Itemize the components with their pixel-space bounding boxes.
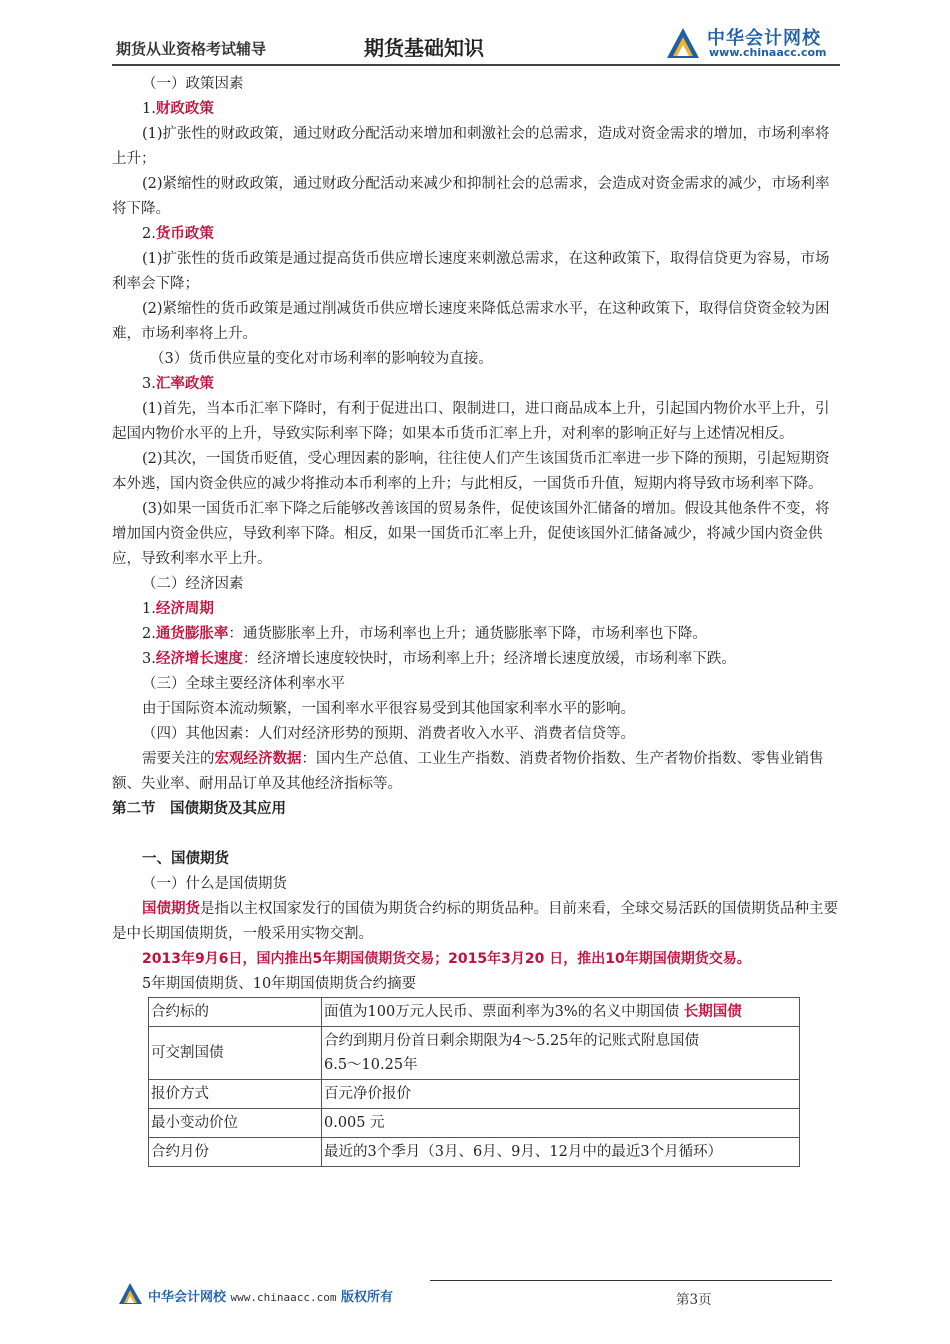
table-cell-value: 百元净价报价 <box>322 1080 800 1109</box>
page-number: 第3页 <box>676 1292 712 1308</box>
inflation-text: ：通货膨胀率上升，市场利率也上升；通货膨胀率下降，市场利率也下降。 <box>228 626 707 642</box>
item-number: 3. <box>142 651 156 667</box>
cell-text: 合约到期月份首日剩余期限为4～5.25年的记账式附息国债 <box>324 1033 700 1049</box>
heading-policy-factors: （一）政策因素 <box>142 76 244 92</box>
paragraph-fiscal-2: (2)紧缩性的财政政策，通过财政分配活动来减少和抑制社会的总需求，会造成对资金需求的减少，市场利率将下降。 <box>112 176 830 217</box>
header-subject-title: 期货基础知识 <box>364 36 484 60</box>
term-bond-futures: 国债期货 <box>142 901 200 917</box>
heading-other-factors: （四）其他因素：人们对经济形势的预期、消费者收入水平、消费者信贷等。 <box>142 726 635 742</box>
paragraph-exchange-1: (1)首先，当本币汇率下降时，有利于促进出口、限制进口，进口商品成本上升，引起国内物价水平上升，引起国内物价水平的上升，导致实际利率下降；如果本币货币汇率上升，对利率的影响正好与上述情况相反。 <box>112 401 830 442</box>
table-caption: 5年期国债期货、10年期国债期货合约摘要 <box>142 976 417 992</box>
heading-exchange-policy <box>112 372 840 397</box>
table-cell-label: 合约月份 <box>149 1138 322 1167</box>
item-number: 1. <box>142 101 156 117</box>
footer-divider <box>430 1280 832 1281</box>
logo-name: 中华会计网校 <box>707 28 821 49</box>
paragraph-monetary-3: （3）货币供应量的变化对市场利率的影响较为直接。 <box>150 351 493 367</box>
section-title: 第二节 国债期货及其应用 <box>112 801 286 817</box>
logo-url: www.chinaacc.com <box>709 46 827 59</box>
footer-rights: 版权所有 <box>341 1290 394 1305</box>
heading-what-is: （一）什么是国债期货 <box>142 876 287 892</box>
heading-fiscal-policy <box>112 97 840 122</box>
item-growth <box>112 647 840 672</box>
table-row <box>149 1080 800 1109</box>
footer-logo-icon <box>118 1281 144 1305</box>
item-inflation <box>112 622 840 647</box>
item-number: 2. <box>142 626 156 642</box>
footer-text <box>148 1286 393 1305</box>
footer-logo-name: 中华会计网校 <box>148 1290 227 1305</box>
item-number: 3. <box>142 376 156 392</box>
contract-summary-table <box>148 997 800 1167</box>
term-macro-data: 宏观经济数据 <box>214 751 302 767</box>
cell-annotation: 长期国债 <box>683 1004 742 1020</box>
paragraph-macro-data <box>112 747 840 797</box>
item-number: 1. <box>142 601 156 617</box>
term-fiscal-policy: 财政政策 <box>155 101 214 117</box>
term-economic-cycle: 经济周期 <box>155 601 214 617</box>
table-row <box>149 1027 800 1080</box>
launch-dates: 2013年9月6日，国内推出5年期国债期货交易；2015年3月20 日，推出10年期国债期货交易。 <box>142 951 751 967</box>
table-cell-value <box>322 998 800 1027</box>
table-row <box>149 998 800 1027</box>
term-inflation: 通货膨胀率 <box>155 626 229 642</box>
cell-text: 面值为100万元人民币、票面利率为3%的名义中期国债 <box>324 1004 680 1020</box>
paragraph-exchange-2: (2)其次，一国货币贬值，受心理因素的影响，往往使人们产生该国货币汇率进一步下降的预期，引起短期资本外逃，国内资金供应的减少将推动本币利率的上升；与此相反，一国货币升值，短期内将导致市场利率下降。 <box>112 451 830 492</box>
heading-economic-factors: （二）经济因素 <box>142 576 244 592</box>
spacer <box>112 822 840 847</box>
table-cell-value: 最近的3个季月（3月、6月、9月、12月中的最近3个月循环） <box>322 1138 800 1167</box>
heading-monetary-policy <box>112 222 840 247</box>
growth-text: ：经济增长速度较快时，市场利率上升；经济增长速度放缓，市场利率下跌。 <box>242 651 736 667</box>
table-cell-value <box>322 1027 800 1080</box>
paragraph-monetary-1: (1)扩张性的货币政策是通过提高货币供应增长速度来刺激总需求，在这种政策下，取得信贷更为容易，市场利率会下降； <box>112 251 830 292</box>
header-exam-title: 期货从业资格考试辅导 <box>116 40 267 58</box>
table-cell-label: 最小变动价位 <box>149 1109 322 1138</box>
header-divider <box>112 64 840 66</box>
paragraph-definition <box>112 897 840 947</box>
table-row <box>149 1138 800 1167</box>
logo-triangle-icon <box>665 24 703 60</box>
paragraph-monetary-2: (2)紧缩性的货币政策是通过削减货币供应增长速度来降低总需求水平，在这种政策下，取得信贷资金较为困难，市场利率将上升。 <box>112 301 830 342</box>
macro-text: ：国内生产总值、工业生产指数、消费者物价指数、生产者物价指数、零售业销售额、失业率、耐用品订单及其他经济指标等。 <box>112 751 824 792</box>
table-row <box>149 1109 800 1138</box>
cell-text-second: 6.5～10.25年 <box>324 1057 418 1073</box>
term-exchange-policy: 汇率政策 <box>155 376 214 392</box>
table-cell-value: 0.005 元 <box>322 1109 800 1138</box>
item-economic-cycle <box>112 597 840 622</box>
document-body <box>112 72 840 1167</box>
term-monetary-policy: 货币政策 <box>155 226 214 242</box>
term-growth: 经济增长速度 <box>155 651 243 667</box>
table-cell-label: 合约标的 <box>149 998 322 1027</box>
heading-global-rates: （三）全球主要经济体利率水平 <box>142 676 345 692</box>
table-cell-label: 可交割国债 <box>149 1027 322 1080</box>
heading-bond-futures: 一、国债期货 <box>142 851 229 867</box>
brand-logo <box>665 22 840 64</box>
paragraph-exchange-3: (3)如果一国货币汇率下降之后能够改善该国的贸易条件，促使该国外汇储备的增加。假设其他条件不变，将增加国内资金供应，导致利率下降。相反，如果一国货币汇率上升，促使该国外汇储备减少，将减少国内资金供应，导致利率水平上升。 <box>112 501 830 567</box>
item-number: 2. <box>142 226 156 242</box>
footer-url[interactable]: www.chinaacc.com <box>230 1291 337 1304</box>
paragraph-fiscal-1: (1)扩张性的财政政策，通过财政分配活动来增加和刺激社会的总需求，造成对资金需求的增加，市场利率将上升； <box>112 126 830 167</box>
table-cell-label: 报价方式 <box>149 1080 322 1109</box>
paragraph-global-rates: 由于国际资本流动频繁，一国利率水平很容易受到其他国家利率水平的影响。 <box>142 701 635 717</box>
macro-prefix: 需要关注的 <box>142 751 215 767</box>
definition-text: 是指以主权国家发行的国债为期货合约标的期货品种。目前来看，全球交易活跃的国债期货品种主要是中长期国债期货，一般采用实物交割。 <box>112 901 838 942</box>
page-header <box>112 20 840 64</box>
